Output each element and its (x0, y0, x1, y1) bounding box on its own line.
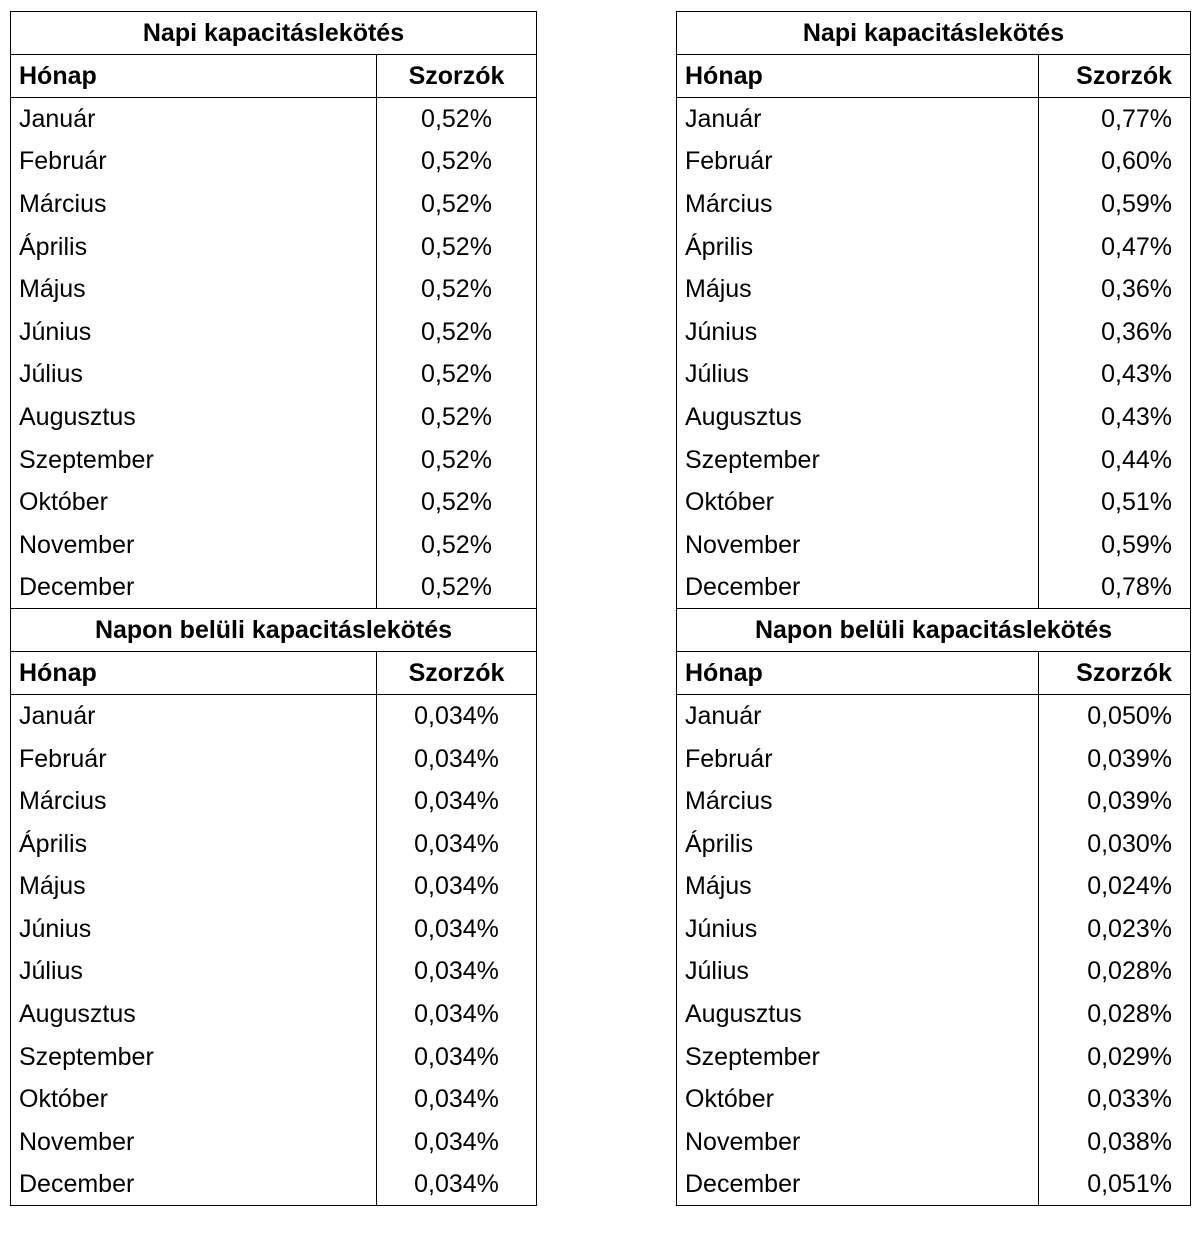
month-cell: Február (11, 737, 377, 780)
multiplier-cell: 0,034% (377, 950, 537, 993)
multiplier-cell: 0,050% (1039, 695, 1191, 738)
multiplier-cell: 0,028% (1039, 993, 1191, 1036)
month-cell: November (11, 523, 377, 566)
multiplier-cell: 0,52% (377, 225, 537, 268)
section-title-row (11, 609, 537, 652)
month-cell: Szeptember (677, 438, 1039, 481)
multiplier-cell: 0,030% (1039, 822, 1191, 865)
section-title-row (677, 609, 1191, 652)
month-cell: Július (677, 950, 1039, 993)
month-cell: Április (11, 225, 377, 268)
multiplier-cell: 0,034% (377, 908, 537, 951)
section-title: Napi kapacitáslekötés (677, 12, 1191, 55)
table-row (11, 737, 537, 780)
month-cell: December (677, 1163, 1039, 1206)
month-cell: Június (677, 908, 1039, 951)
table-row (11, 353, 537, 396)
table-row (677, 737, 1191, 780)
table-row (11, 566, 537, 609)
multiplier-cell: 0,033% (1039, 1078, 1191, 1121)
section-title-row (11, 12, 537, 55)
column-header-row (11, 652, 537, 695)
month-cell: Június (11, 908, 377, 951)
multiplier-cell: 0,034% (377, 737, 537, 780)
month-cell: Március (677, 780, 1039, 823)
month-cell: Augusztus (677, 396, 1039, 439)
table-row (11, 225, 537, 268)
multiplier-cell: 0,034% (377, 1035, 537, 1078)
multiplier-cell: 0,59% (1039, 183, 1191, 226)
table-row (11, 183, 537, 226)
month-cell: Február (677, 737, 1039, 780)
column-header-row (677, 55, 1191, 98)
multiplier-cell: 0,038% (1039, 1121, 1191, 1164)
table-row (11, 438, 537, 481)
month-cell: November (677, 1121, 1039, 1164)
month-cell: December (11, 1163, 377, 1206)
table-row (677, 780, 1191, 823)
month-cell: Május (677, 865, 1039, 908)
multiplier-cell: 0,52% (377, 98, 537, 141)
month-cell: Augusztus (677, 993, 1039, 1036)
multiplier-cell: 0,024% (1039, 865, 1191, 908)
month-cell: Április (677, 822, 1039, 865)
multiplier-cell: 0,52% (377, 523, 537, 566)
multiplier-cell: 0,59% (1039, 523, 1191, 566)
table-row (677, 695, 1191, 738)
month-cell: Október (11, 481, 377, 524)
table-row (677, 950, 1191, 993)
multiplier-cell: 0,039% (1039, 780, 1191, 823)
multiplier-cell: 0,52% (377, 438, 537, 481)
section-title: Napi kapacitáslekötés (11, 12, 537, 55)
month-cell: Május (11, 268, 377, 311)
month-cell: Január (11, 695, 377, 738)
multiplier-cell: 0,43% (1039, 353, 1191, 396)
table-row (11, 396, 537, 439)
multiplier-cell: 0,52% (377, 140, 537, 183)
multiplier-cell: 0,029% (1039, 1035, 1191, 1078)
table-row (11, 1078, 537, 1121)
month-cell: December (11, 566, 377, 609)
month-cell: Szeptember (11, 438, 377, 481)
section-title: Napon belüli kapacitáslekötés (677, 609, 1191, 652)
month-cell: Február (11, 140, 377, 183)
table-row (677, 1035, 1191, 1078)
multiplier-cell: 0,52% (377, 353, 537, 396)
multiplier-table-left-body (11, 12, 537, 1206)
multiplier-cell: 0,78% (1039, 566, 1191, 609)
column-header-month: Hónap (11, 55, 377, 98)
column-header-multiplier: Szorzók (377, 55, 537, 98)
month-cell: Február (677, 140, 1039, 183)
multiplier-cell: 0,52% (377, 310, 537, 353)
month-cell: Március (677, 183, 1039, 226)
multiplier-table-right (676, 11, 1191, 1206)
table-row (677, 438, 1191, 481)
table-row (11, 822, 537, 865)
multiplier-cell: 0,028% (1039, 950, 1191, 993)
multiplier-cell: 0,034% (377, 1163, 537, 1206)
table-row (677, 1078, 1191, 1121)
table-row (11, 865, 537, 908)
table-row (677, 523, 1191, 566)
multiplier-cell: 0,36% (1039, 268, 1191, 311)
column-header-month: Hónap (11, 652, 377, 695)
multiplier-cell: 0,023% (1039, 908, 1191, 951)
month-cell: Szeptember (677, 1035, 1039, 1078)
table-row (677, 353, 1191, 396)
multiplier-cell: 0,44% (1039, 438, 1191, 481)
multiplier-cell: 0,034% (377, 865, 537, 908)
column-header-multiplier: Szorzók (377, 652, 537, 695)
month-cell: Október (11, 1078, 377, 1121)
table-row (677, 310, 1191, 353)
table-row (11, 1035, 537, 1078)
section-title-row (677, 12, 1191, 55)
multiplier-cell: 0,51% (1039, 481, 1191, 524)
table-row (677, 1121, 1191, 1164)
table-row (11, 1163, 537, 1206)
multiplier-cell: 0,36% (1039, 310, 1191, 353)
table-row (677, 98, 1191, 141)
table-row (11, 268, 537, 311)
column-header-row (677, 652, 1191, 695)
table-row (11, 481, 537, 524)
multiplier-cell: 0,52% (377, 396, 537, 439)
month-cell: November (11, 1121, 377, 1164)
multiplier-cell: 0,034% (377, 993, 537, 1036)
month-cell: Június (677, 310, 1039, 353)
month-cell: Május (677, 268, 1039, 311)
table-row (677, 481, 1191, 524)
month-cell: Június (11, 310, 377, 353)
multiplier-cell: 0,60% (1039, 140, 1191, 183)
month-cell: Augusztus (11, 396, 377, 439)
section-title: Napon belüli kapacitáslekötés (11, 609, 537, 652)
month-cell: Január (677, 695, 1039, 738)
month-cell: December (677, 566, 1039, 609)
table-row (677, 268, 1191, 311)
month-cell: Március (11, 183, 377, 226)
multiplier-cell: 0,47% (1039, 225, 1191, 268)
multiplier-cell: 0,039% (1039, 737, 1191, 780)
table-row (677, 908, 1191, 951)
multiplier-cell: 0,77% (1039, 98, 1191, 141)
month-cell: Január (677, 98, 1039, 141)
month-cell: Július (677, 353, 1039, 396)
table-row (677, 183, 1191, 226)
table-row (11, 695, 537, 738)
table-row (677, 225, 1191, 268)
month-cell: Október (677, 1078, 1039, 1121)
table-row (11, 780, 537, 823)
table-row (677, 566, 1191, 609)
month-cell: Július (11, 950, 377, 993)
column-header-row (11, 55, 537, 98)
table-row (677, 396, 1191, 439)
month-cell: November (677, 523, 1039, 566)
multiplier-cell: 0,52% (377, 183, 537, 226)
table-row (677, 865, 1191, 908)
month-cell: Október (677, 481, 1039, 524)
multiplier-cell: 0,52% (377, 268, 537, 311)
multiplier-cell: 0,034% (377, 1121, 537, 1164)
month-cell: Szeptember (11, 1035, 377, 1078)
month-cell: Április (677, 225, 1039, 268)
multiplier-cell: 0,52% (377, 481, 537, 524)
multiplier-cell: 0,051% (1039, 1163, 1191, 1206)
column-header-month: Hónap (677, 55, 1039, 98)
month-cell: Augusztus (11, 993, 377, 1036)
table-row (677, 140, 1191, 183)
column-header-multiplier: Szorzók (1039, 55, 1191, 98)
multiplier-cell: 0,43% (1039, 396, 1191, 439)
table-row (677, 1163, 1191, 1206)
table-row (11, 908, 537, 951)
table-row (677, 822, 1191, 865)
table-row (11, 140, 537, 183)
table-row (11, 523, 537, 566)
multiplier-cell: 0,034% (377, 822, 537, 865)
table-row (11, 98, 537, 141)
table-row (11, 1121, 537, 1164)
table-row (11, 310, 537, 353)
multiplier-cell: 0,034% (377, 695, 537, 738)
multiplier-table-left (10, 11, 537, 1206)
multiplier-cell: 0,52% (377, 566, 537, 609)
column-header-multiplier: Szorzók (1039, 652, 1191, 695)
multiplier-table-right-body (677, 12, 1191, 1206)
month-cell: Július (11, 353, 377, 396)
multiplier-cell: 0,034% (377, 1078, 537, 1121)
column-header-month: Hónap (677, 652, 1039, 695)
month-cell: Május (11, 865, 377, 908)
month-cell: Március (11, 780, 377, 823)
table-row (11, 993, 537, 1036)
table-row (11, 950, 537, 993)
month-cell: Április (11, 822, 377, 865)
month-cell: Január (11, 98, 377, 141)
multiplier-cell: 0,034% (377, 780, 537, 823)
table-row (677, 993, 1191, 1036)
